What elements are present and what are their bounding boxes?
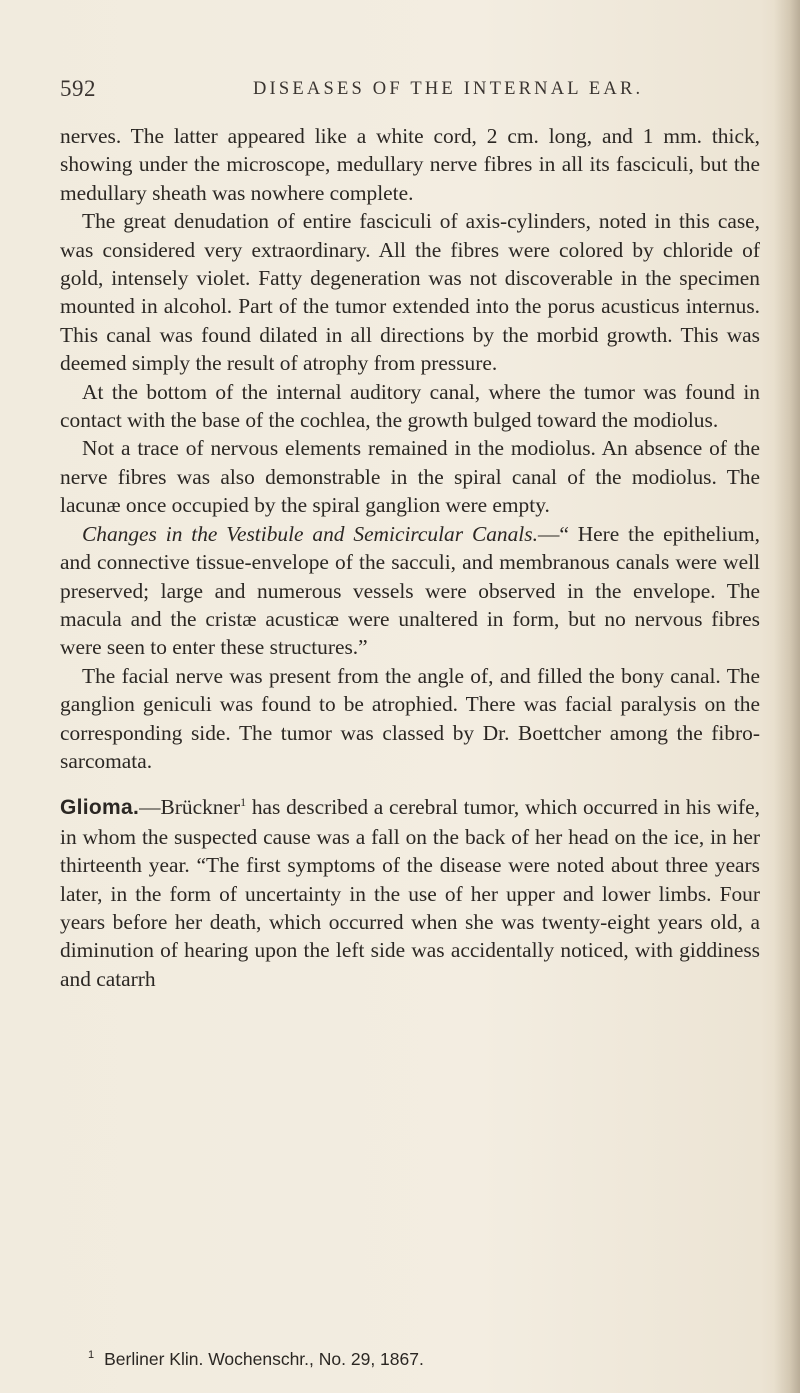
paragraph-vestibule	[60, 520, 760, 662]
glioma-heading: Glioma.	[60, 796, 140, 820]
paragraph-denudation: The great denudation of entire fasciculi of axis-cylinders, noted in this case, was considered very extraordinary. All the fibres were colored by chloride of gold, intensely violet. Fatty degeneration was not discoverable in the specimen mounted in alcohol. Part of the tumor extended into the porus acusticus internus. This canal was found dilated in all directions by the morbid growth. This was deemed simply the result of atrophy from pressure.	[60, 209, 760, 376]
body-text	[60, 122, 760, 993]
page-number: 592	[60, 76, 96, 101]
paragraph-auditory-canal: At the bottom of the internal auditory canal, where the tumor was found in contact with the base of the cochlea, the growth bulged toward the modiolus.	[60, 379, 760, 433]
page-edge-shadow	[774, 0, 800, 1393]
glioma-text: has described a cerebral tumor, which occurred in his wife, in whom the suspected cause was a fall on the back of her head on the ice, in her thirteenth year. “The first symptoms of the disease were noted about three years later, in the form of uncertainty in the use of her upper and lower limbs. Four years before her death, which occurred when she was twenty-eight years old, a diminution of hearing upon the left side was accidentally noticed, with giddiness and catarrh	[60, 795, 760, 991]
footnote-text: Berliner Klin. Wochenschr., No. 29, 1867.	[104, 1349, 424, 1369]
vestibule-subheading: Changes in the Vestibule and Semicircular Canals.	[82, 521, 538, 546]
paragraph-glioma	[60, 793, 760, 993]
vestibule-text: —“ Here the epithelium, and connective tissue-envelope of the sacculi, and membranous canals were well preserved; large and numerous vessels were observed in the envelope. The macula and the cristæ acusticæ were unaltered in form, but no nervous fibres were seen to enter these structures.”	[60, 521, 760, 660]
section-gap	[60, 775, 760, 793]
footnote	[88, 1349, 768, 1370]
footnote-mark: 1	[88, 1349, 95, 1362]
paragraph-modiolus: Not a trace of nervous elements remained in the modiolus. An absence of the nerve fibres was also demonstrable in the spiral canal of the modiolus. The lacunæ once occupied by the spiral ganglion were empty.	[60, 436, 760, 518]
page-header	[60, 76, 760, 108]
glioma-author: —Brückner	[139, 795, 241, 820]
footnote-reference: 1	[240, 795, 247, 810]
running-head: DISEASES OF THE INTERNAL EAR.	[253, 79, 644, 99]
paragraph-nerves: nerves. The latter appeared like a white cord, 2 cm. long, and 1 mm. thick, showing under the microscope, medullary nerve fibres in all its fasciculi, but the medullary sheath was nowhere complete.	[60, 124, 760, 205]
paragraph-facial-nerve: The facial nerve was present from the angle of, and filled the bony canal. The ganglion geniculi was found to be atrophied. There was facial paralysis on the corresponding side. The tumor was classed by Dr. Boettcher among the fibro-sarcomata.	[60, 663, 760, 773]
